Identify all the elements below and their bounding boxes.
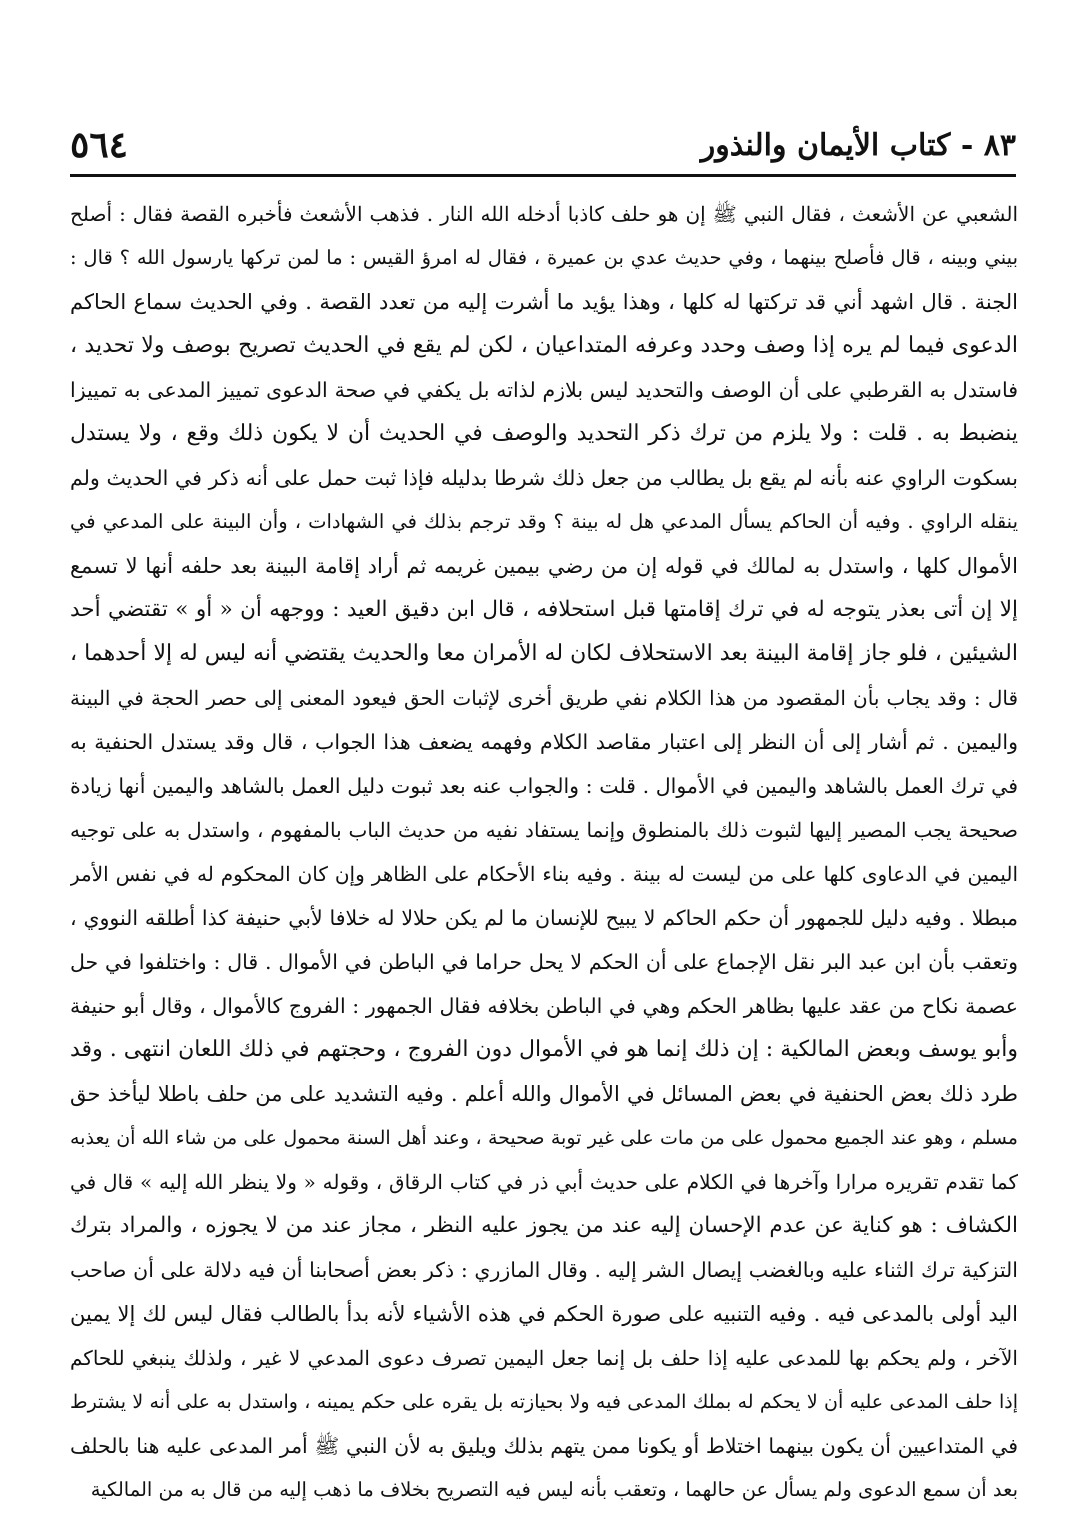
text-line: بسكوت الراوي عنه بأنه لم يقع بل يطالب من جعل ذلك شرطا بدليله فإذا ثبت حمل على أنه ذكر في الحديث ولم xyxy=(70,466,1018,490)
text-line: مبطلا . وفيه دليل للجمهور أن حكم الحاكم لا يبيح للإنسان ما لم يكن حلالا له خلافا لأبي حنيفة كذا أطلقه النووي ، xyxy=(70,906,1018,930)
text-line: وأبو يوسف وبعض المالكية : إن ذلك إنما هو في الأموال دون الفروج ، وحجتهم في ذلك اللعان انتهى . وقد xyxy=(70,1037,1018,1062)
text-line: كما تقدم تقريره مرارا وآخرها في الكلام على حديث أبي ذر في كتاب الرقاق ، وقوله « ولا ينظر الله إليه » قال في xyxy=(70,1170,1018,1194)
text-line: الأموال كلها ، واستدل به لمالك في قوله إن من رضي بيمين غريمه ثم أراد إقامة البينة بعد حلفه أنها لا تسمع xyxy=(70,554,1018,578)
text-line: فاستدل به القرطبي على أن الوصف والتحديد ليس بلازم لذاته بل يكفي في صحة الدعوى تمييز المدعى به تمييزا xyxy=(70,378,1018,402)
text-line: اليمين في الدعاوى كلها على من ليست له بينة . وفيه بناء الأحكام على الظاهر وإن كان المحكوم له في نفس الأمر xyxy=(70,862,1018,886)
text-line: الدعوى فيما لم يره إذا وصف وحدد وعرفه المتداعيان ، لكن لم يقع في الحديث تصريح بوصف ولا تحديد ، xyxy=(70,333,1018,358)
text-line: ينضبط به . قلت : ولا يلزم من ترك ذكر التحديد والوصف في الحديث أن لا يكون ذلك وقع ، ولا يستدل xyxy=(70,421,1018,446)
text-line: صحيحة يجب المصير إليها لثبوت ذلك بالمنطوق وإنما يستفاد نفيه من حديث الباب بالمفهوم ، واستدل به على توجيه xyxy=(70,818,1018,842)
text-line: في المتداعيين أن يكون بينهما اختلاط أو يكونا ممن يتهم بذلك ويليق به لأن النبي ﷺ أمر المدعى عليه هنا بالحلف xyxy=(70,1434,1018,1458)
text-line: اليد أولى بالمدعى فيه . وفيه التنبيه على صورة الحكم في هذه الأشياء لأنه بدأ بالطالب فقال ليس لك إلا يمين xyxy=(70,1302,1018,1326)
text-line: الآخر ، ولم يحكم بها للمدعى عليه إذا حلف بل إنما جعل اليمين تصرف دعوى المدعي لا غير ، ولذلك ينبغي للحاكم xyxy=(70,1346,1018,1370)
text-line: إلا إن أتى بعذر يتوجه له في ترك إقامتها قبل استحلافه ، قال ابن دقيق العيد : ووجهه أن « أو » تقتضي أحد xyxy=(70,597,1018,622)
text-line: في ترك العمل بالشاهد واليمين في الأموال . قلت : والجواب عنه بعد ثبوت دليل العمل بالشاهد واليمين أنها زيادة xyxy=(70,774,1018,798)
text-line: الشيئين ، فلو جاز إقامة البينة بعد الاستحلاف لكان له الأمران معا والحديث يقتضي أنه ليس له إلا أحدهما ، xyxy=(70,641,1018,666)
text-line: بعد أن سمع الدعوى ولم يسأل عن حالهما ، وتعقب بأنه ليس فيه التصريح بخلاف ما ذهب إليه من قال به من المالكية xyxy=(90,1478,1018,1501)
text-line: الكشاف : هو كناية عن عدم الإحسان إليه عند من يجوز عليه النظر ، مجاز عند من لا يجوزه ، والمراد بترك xyxy=(70,1213,1018,1238)
text-line: وتعقب بأن ابن عبد البر نقل الإجماع على أن الحكم لا يحل حراما في الباطن في الأموال . قال : واختلفوا في حل xyxy=(70,950,1018,974)
page-number: ٥٦٤ xyxy=(70,124,129,166)
text-line: قال : وقد يجاب بأن المقصود من هذا الكلام نفي طريق أخرى لإثبات الحق فيعود المعنى إلى حصر الحجة في البينة xyxy=(70,686,1018,710)
running-title: ٨٣ - كتاب الأيمان والنذور xyxy=(700,128,1016,163)
header-rule xyxy=(70,174,1016,177)
text-line: واليمين . ثم أشار إلى أن النظر إلى اعتبار مقاصد الكلام وفهمه يضعف هذا الجواب ، قال وقد يستدل الحنفية به xyxy=(70,730,1018,754)
text-line: طرد ذلك بعض الحنفية في بعض المسائل في الأموال والله أعلم . وفيه التشديد على من حلف باطلا ليأخذ حق xyxy=(70,1082,1018,1106)
text-line: عصمة نكاح من عقد عليها بظاهر الحكم وهي في الباطن بخلافه فقال الجمهور : الفروج كالأموال ، وقال أبو حنيفة xyxy=(70,994,1018,1018)
text-line: التزكية ترك الثناء عليه وبالغضب إيصال الشر إليه . وقال المازري : ذكر بعض أصحابنا أن فيه دلالة على أن صاحب xyxy=(70,1258,1018,1282)
body-text xyxy=(70,192,1018,1512)
text-line: بيني وبينه ، قال فأصلح بينهما ، وفي حديث عدي بن عميرة ، فقال له امرؤ القيس : ما لمن تركها يارسول الله ؟ قال : xyxy=(70,246,1018,269)
page-header xyxy=(70,118,1016,178)
text-line: مسلم ، وهو عند الجميع محمول على من مات على غير توبة صحيحة ، وعند أهل السنة محمول على من شاء الله أن يعذبه xyxy=(70,1127,1018,1149)
text-line: الشعبي عن الأشعث ، فقال النبي ﷺ إن هو حلف كاذبا أدخله الله النار . فذهب الأشعث فأخبره القصة فقال : أصلح xyxy=(70,202,1018,226)
text-line: الجنة . قال اشهد أني قد تركتها له كلها ، وهذا يؤيد ما أشرت إليه من تعدد القصة . وفي الحديث سماع الحاكم xyxy=(70,290,1018,314)
text-line: إذا حلف المدعى عليه أن لا يحكم له بملك المدعى فيه ولا بحيازته بل يقره على حكم يمينه ، واستدل به على أنه لا يشترط xyxy=(70,1391,1018,1413)
text-line: ينقله الراوي . وفيه أن الحاكم يسأل المدعي هل له بينة ؟ وقد ترجم بذلك في الشهادات ، وأن البينة على المدعي في xyxy=(70,510,1018,533)
